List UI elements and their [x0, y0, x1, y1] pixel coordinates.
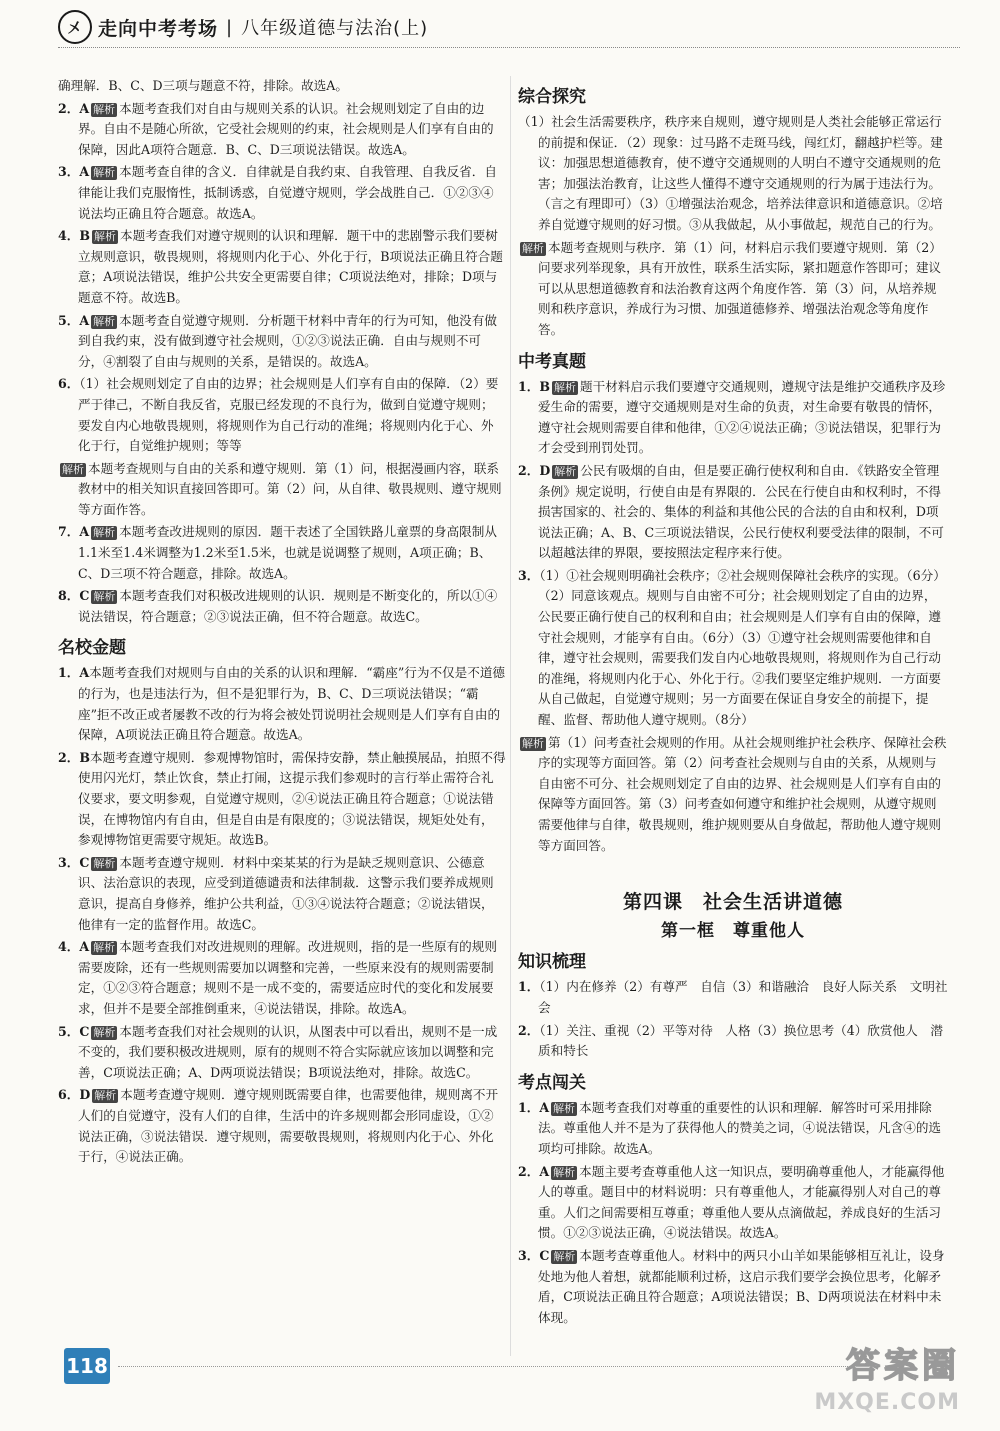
answer-item	[58, 162, 506, 224]
answer-number: 5．C	[58, 1023, 90, 1039]
answer-text: 第（1）问考查社会规则的作用。从社会规则维护社会秩序、保障社会秩序的实现等方面回答。第（2）问考查社会规则与自由的关系，从规则与自由密不可分、社会规则划定了自由的边界、社会规则是人们享有自由的保障等方面回答。第（3）问考查如何遵守和维护社会规则，从遵守规则需要他律与自律，敬畏规则，维护规则要从自身做起，帮助他人遵守规则等方面回答。	[538, 734, 947, 853]
answer-item	[518, 1246, 948, 1328]
header-divider	[58, 47, 960, 48]
section-heading: 考点闯关	[518, 1072, 586, 1093]
answer-item	[58, 937, 506, 1019]
header-separator: |	[226, 16, 234, 38]
continued-text	[58, 76, 506, 97]
frame-title: 第一框 尊重他人	[661, 920, 805, 941]
answer-text: 本题考查自律的含义．自律就是自我约束、自我管理、自我反省．自律能让我们克服惰性，抵制诱惑，自觉遵守规则，学会战胜自己．①②③④说法均正确且符合题意。故选A。	[78, 164, 497, 221]
answer-text: 本题考查我们对改进规则的理解。改进规则，指的是一些原有的规则需要废除，还有一些规则需要加以调整和完善，一些原来没有的规则需要制定，①②③符合题意；规则不是一成不变的，需要适应时代的变化和发展要求，但并不是要全部推倒重来，④说法错误，排除。故选A。	[78, 939, 497, 1016]
watermark	[780, 1336, 970, 1426]
answer-item	[58, 1085, 506, 1167]
answer-item	[58, 226, 506, 308]
answer-text: 本题考查遵守规则．材料中栾某某的行为是缺乏规则意识、公德意识、法治意识的表现，应受到道德谴责和法律制裁．这警示我们要养成规则意识，提高自身修养，维护公共利益，①③④说法符合题意；②说法错误，他律有一定的监督作用。故选C。	[78, 854, 494, 932]
page-header	[58, 10, 428, 44]
answer-text: （1）①社会规则明确社会秩序；②社会规则保障社会秩序的实现。（6分）（2）同意该观点。规则与自由密不可分；社会规则划定了自由的边界，公民要正确行使自己的权利和自由；社会规则是人们享有自由的保障，遵守社会规则，才能享有自由。（6分）（3）①遵守社会规则需要他律和自律，遵守社会规则，需要我们发自内心地敬畏规则，将规则作为自己行动的准绳，将规则内化于心、外化于行。②我们要坚定维护规则．一方面要从自己做起，自觉遵守规则；另一方面要在保证自身安全的前提下，提醒、监督、帮助他人遵守规则。（8分）	[538, 567, 946, 728]
answer-text: 本题考查我们对规则与自由的关系的认识和理解．“霸座”行为不仅是不道德的行为，也是违法行为，但不是犯罪行为，B、C、D三项说法错误；“霸座”拒不改正或者屡教不改的行为将会被处罚说明社会规则是人们享有自由的保障，A项说法正确且符合题意。故选A。	[78, 665, 506, 743]
analysis-tag: 解析	[93, 526, 116, 540]
analysis-tag: 解析	[94, 230, 117, 244]
answer-text: 本题考查规则与秩序．第（1）问，材料启示我们要遵守规则．第（2）问要求列举现象，具有开放性，联系生活实际，紧扣题意作答即可；建议可以从思想道德教育和法治教育这两个角度作答．第（3）问，从培养规则和秩序意识，养成行为习惯、加强道德修养、增强法治观念等角度作答。	[538, 239, 942, 337]
answer-text: 本题考查我们对积极改进规则的认识．规则是不断变化的，所以①④说法错误，符合题意；②③说法正确，但不符合题意。故选C。	[78, 588, 498, 624]
answer-text: （1）关注、重视（2）平等对待 人格（3）换位思考（4）欣赏他人 潜质和特长	[538, 1022, 943, 1059]
answer-text: 本题考查我们对社会规则的认识，从图表中可以看出，规则不是一成不变的，我们要积极改进规则，原有的规则不符合实际就应该加以调整和完善，C项说法正确；A、D两项说法错误；B项说法绝对，排除。故选C。	[78, 1023, 498, 1080]
analysis-tag: 解析	[522, 736, 544, 750]
watermark-url: MXQE.COM	[814, 1390, 960, 1415]
analysis-tag: 解析	[553, 1165, 576, 1179]
logo-icon: 㐅	[58, 10, 92, 44]
answer-number: 1．B	[518, 378, 551, 394]
answer-text: （1）社会规则划定了自由的边界；社会规则是人们享有自由的保障．（2）要严于律己，不断自我反省，克服已经发现的不良行为，做到自觉遵守规则；要发自内心地敬畏规则，将规则作为自己行动的准绳；将规则内化于心、外化于行，自觉维护规则；等等	[78, 376, 499, 454]
answer-number: 4．A	[58, 939, 90, 955]
analysis-tag: 解析	[554, 464, 577, 478]
page-number: 118	[64, 1348, 110, 1384]
analysis-block	[58, 459, 506, 521]
answer-item	[58, 586, 506, 627]
section-heading: 综合探究	[518, 87, 586, 107]
answer-item	[518, 377, 948, 459]
footer-line	[118, 1366, 850, 1367]
answer-text: 本题考查自觉遵守规则．分析题干材料中青年的行为可知，他没有做到自我约束，没有做到遵守社会规则，①②③说法正确．自由与规则不可分，④割裂了自由与规则的关系，是错误的。故选A。	[78, 312, 497, 369]
column-divider	[510, 76, 511, 1356]
answer-item	[518, 1021, 948, 1062]
brand-title: 走向中考考场	[98, 17, 219, 40]
answer-item	[58, 374, 506, 456]
analysis-tag: 解析	[93, 1025, 116, 1039]
answer-number: 4．B	[58, 228, 91, 244]
section-heading: 名校金题	[58, 638, 126, 659]
answer-number: 1．A	[518, 1099, 550, 1115]
answer-number: 8．C	[58, 588, 90, 604]
analysis-tag: 解析	[93, 314, 116, 328]
answer-item	[58, 99, 506, 161]
analysis-tag: 解析	[62, 462, 84, 476]
left-column	[58, 76, 506, 1170]
continued-text	[518, 112, 948, 236]
answer-item	[58, 663, 506, 745]
answer-number: 2．A	[58, 100, 90, 116]
analysis-tag: 解析	[94, 1089, 117, 1103]
answer-number: 2．A	[518, 1163, 550, 1179]
answer-item	[58, 311, 506, 373]
answer-number: 3．A	[58, 164, 90, 180]
answer-text: 公民有吸烟的自由，但是要正确行使权利和自由．《铁路安全管理条例》规定说明，行使自由是有界限的．公民在行使自由和权利时，不得损害国家的、社会的、集体的利益和其他公民的合法的自由和权利，D项说法正确；A、B、C三项说法错误，公民行使权利要受法律的限制，不可以超越法律的界限，要按照法定程序来行使。	[538, 462, 944, 561]
answer-number: 2．D	[518, 462, 551, 478]
analysis-tag: 解析	[522, 241, 544, 255]
analysis-tag: 解析	[93, 590, 116, 604]
answer-number: 6．D	[58, 1087, 91, 1103]
answer-number: 2．B	[58, 749, 91, 765]
answer-number: 7．A	[58, 524, 90, 540]
answer-number: 3．C	[518, 1247, 550, 1263]
answer-number: 3．	[518, 567, 540, 583]
analysis-tag: 解析	[93, 941, 116, 955]
answer-text: （1）社会生活需要秩序，秩序来自规则，遵守规则是人类社会能够正常运行的前提和保证．（2）现象：过马路不走斑马线，闯红灯，翻越护栏等。建议：加强思想道德教育，使不遵守交通规则的人明白不遵守交通规则的危害；加强法治教育，让这些人懂得不遵守交通规则的行为属于违法行为。（言之有理即可）（3）①增强法治观念，培养法律意识和道德意识。②培养自觉遵守规则的好习惯。③从我做起，从小事做起，规范自己的行为。	[518, 114, 943, 232]
answer-item	[58, 1022, 506, 1084]
analysis-block	[518, 733, 948, 857]
section-heading: 中考真题	[518, 351, 586, 372]
answer-item	[58, 853, 506, 935]
answer-item	[58, 748, 506, 851]
section-heading: 知识梳理	[518, 952, 586, 973]
answer-text: 本题考查我们对尊重的重要性的认识和理解．解答时可采用排除法。尊重他人并不是为了获得他人的赞美之词，④说法错误，凡含④的选项均可排除。故选A。	[538, 1099, 941, 1156]
analysis-tag: 解析	[553, 1101, 576, 1115]
answer-item	[518, 1162, 948, 1244]
analysis-tag: 解析	[554, 380, 577, 394]
answer-text: 本题考查遵守规则．参观博物馆时，需保持安静，禁止触摸展品，拍照不得使用闪光灯，禁止饮食，禁止打闹，这提示我们参观时的言行举止需符合礼仪要求，要文明参观，自觉遵守规则，②④说法正确且符合题意；①说法错误，在博物馆内有自由，但是自由是有限度的；③说法错误，规矩处处有，参观博物馆更需要守规矩。故选B。	[78, 749, 506, 848]
analysis-tag: 解析	[553, 1249, 576, 1263]
answer-item	[518, 461, 948, 564]
answer-text: 本题考查改进规则的原因．题干表述了全国铁路儿童票的身高限制从1.1米至1.4米调整为1.2米至1.5米，也就是说调整了规则，A项正确；B、C、D三项不符合题意，排除。故选A。	[78, 524, 497, 581]
answer-number: 5．A	[58, 312, 90, 328]
answer-text: （1）内在修养（2）有尊严 自信（3）和谐融洽 良好人际关系 文明社会	[538, 979, 948, 1015]
subject-title: 八年级道德与法治(上)	[241, 18, 429, 39]
answer-item	[518, 1098, 948, 1160]
answer-text: 本题考查我们对自由与规则关系的认识。社会规则划定了自由的边界。自由不是随心所欲，它受社会规则的约束，社会规则是人们享有自由的保障，因此A项符合题意．B、C、D三项说法错误。故选A。	[78, 100, 494, 157]
answer-number: 1．	[518, 979, 540, 995]
right-column	[518, 76, 948, 1330]
answer-text: 本题考查遵守规则．遵守规则既需要自律，也需要他律，规则离不开人们的自觉遵守，没有人们的自律，生活中的许多规则都会形同虚设，①②说法正确，③说法错误．遵守规则，需要敬畏规则，将规则内化于心、外化于行，④说法正确。	[78, 1087, 499, 1165]
lesson-title: 第四课 社会生活讲道德	[622, 891, 843, 914]
watermark-logo: 答案圈	[846, 1346, 960, 1386]
analysis-tag: 解析	[93, 856, 116, 870]
analysis-tag: 解析	[93, 166, 116, 180]
answer-item	[518, 566, 948, 731]
answer-number: 1．A	[58, 665, 90, 681]
answer-text: 题干材料启示我们要遵守交通规则，遵规守法是维护交通秩序及珍爱生命的需要，遵守交通规则是对生命的负责，对生命要有敬畏的情怀，遵守社会规则需要自律和他律，①②④说法正确；③说法错误，犯罪行为才会受到刑罚处罚。	[538, 378, 946, 456]
answer-text: 本题考查尊重他人。材料中的两只小山羊如果能够相互礼让，设身处地为他人着想，就都能顺利过桥，这启示我们要学会换位思考，化解矛盾，C项说法正确且符合题意；A项说法错误；B、D两项说法在材料中未体现。	[538, 1247, 945, 1325]
answer-text: 本题考查我们对遵守规则的认识和理解．题干中的悲剧警示我们要树立规则意识，敬畏规则，将规则内化于心、外化于行，B项说法正确且符合题意；A项说法错误，维护公共安全更需要自律；C项说法绝对，排除；D项与题意不符。故选B。	[78, 228, 503, 305]
analysis-block	[518, 238, 948, 341]
answer-text: 本题考查规则与自由的关系和遵守规则．第（1）问，根据漫画内容，联系教材中的相关知识直接回答即可。第（2）问，从自律、敬畏规则、遵守规则等方面作答。	[78, 460, 502, 517]
answer-item	[518, 977, 948, 1018]
answer-item	[58, 522, 506, 584]
analysis-tag: 解析	[93, 102, 116, 116]
answer-number: 3．C	[58, 854, 90, 870]
answer-number: 6．	[58, 376, 80, 392]
answer-number: 2．	[518, 1022, 540, 1038]
answer-text: 确理解．B、C、D三项与题意不符，排除。故选A。	[58, 78, 348, 93]
answer-text: 本题主要考查尊重他人这一知识点，要明确尊重他人，才能赢得他人的尊重。题目中的材料说明：只有尊重他人，才能赢得别人对自己的尊重。人们之间需要相互尊重；尊重他人要从点滴做起，养成良好的生活习惯。①②③说法正确，④说法错误。故选A。	[538, 1163, 945, 1241]
